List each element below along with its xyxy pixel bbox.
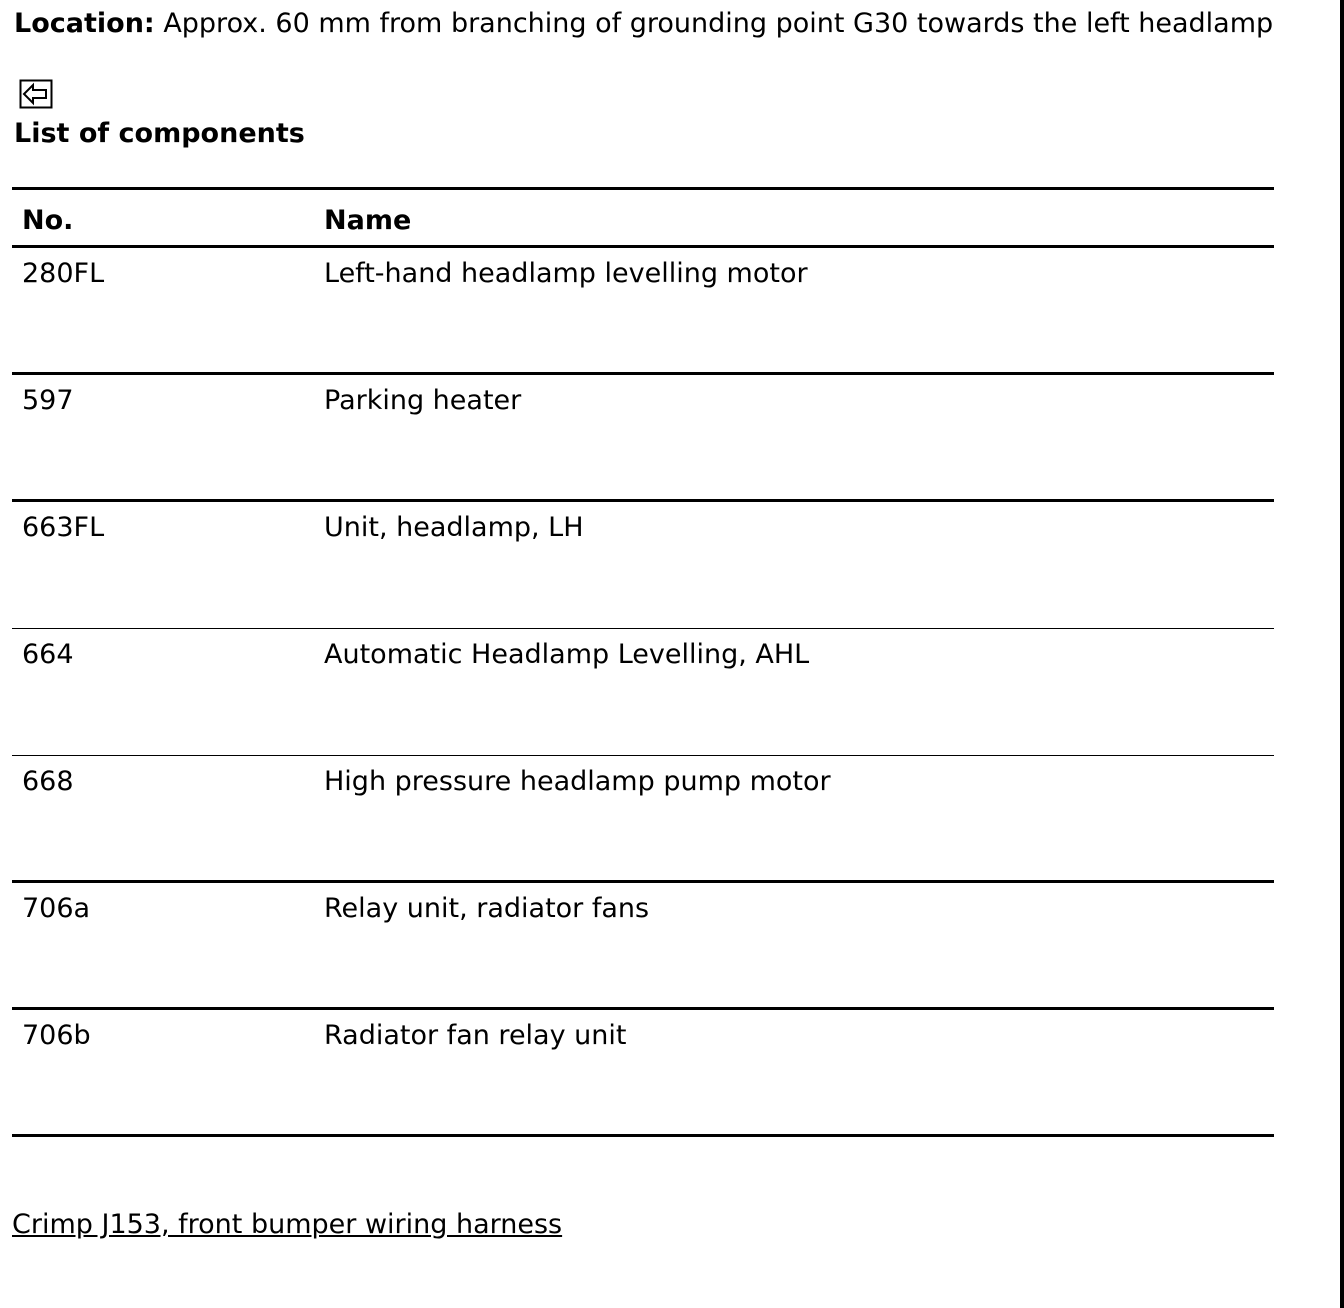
table-row — [12, 756, 1274, 883]
column-header-name: Name — [324, 205, 412, 236]
component-name: Automatic Headlamp Levelling, AHL — [324, 639, 810, 670]
component-number: 668 — [22, 766, 74, 797]
location-label: Location: — [14, 8, 155, 39]
component-name: Left-hand headlamp levelling motor — [324, 258, 808, 289]
table-row — [12, 502, 1274, 629]
table-header-row — [12, 190, 1274, 248]
component-number: 664 — [22, 639, 74, 670]
component-number: 706b — [22, 1020, 91, 1051]
table-row — [12, 375, 1274, 502]
component-name: High pressure headlamp pump motor — [324, 766, 831, 797]
back-arrow-icon[interactable] — [19, 79, 53, 109]
table-row — [12, 248, 1274, 375]
component-number: 663FL — [22, 512, 105, 543]
component-name: Radiator fan relay unit — [324, 1020, 627, 1051]
list-of-components-heading: List of components — [14, 118, 305, 149]
component-number: 706a — [22, 893, 91, 924]
components-table — [12, 187, 1274, 1137]
column-header-no: No. — [22, 205, 74, 236]
location-text: Approx. 60 mm from branching of grounding point G30 towards the left headlamp — [163, 8, 1274, 39]
page-right-border — [1340, 0, 1344, 1308]
component-name: Relay unit, radiator fans — [324, 893, 650, 924]
component-name: Unit, headlamp, LH — [324, 512, 584, 543]
crimp-j153-link[interactable]: Crimp J153, front bumper wiring harness — [12, 1209, 563, 1240]
table-row — [12, 629, 1274, 756]
component-number: 280FL — [22, 258, 105, 289]
table-row — [12, 883, 1274, 1010]
table-row — [12, 1010, 1274, 1137]
component-name: Parking heater — [324, 385, 522, 416]
component-number: 597 — [22, 385, 74, 416]
location-line — [14, 6, 1273, 42]
